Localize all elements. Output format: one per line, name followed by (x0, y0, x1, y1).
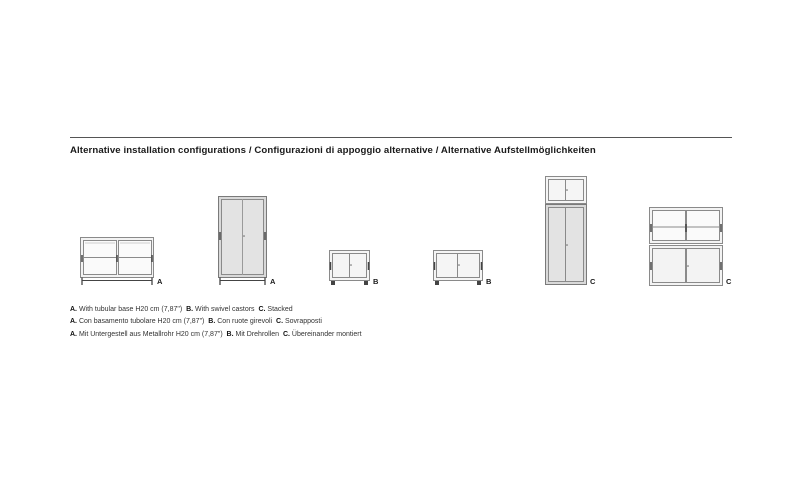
page-title: Alternative installation configurations / Configurazioni di appoggio alternative / Alternative Aufstellmöglichkeiten (70, 145, 596, 156)
figure-label-b-1: B (373, 277, 379, 286)
figure-tall-cabinet-tubular-base (219, 197, 267, 286)
figure-sideboard-castors (434, 251, 483, 286)
legend-line-de: A. Mit Untergestell aus Metallrohr H20 cm (7,87") B. Mit Drehrollen C. Übereinander montiert (70, 331, 362, 338)
legend-line-it: A. Con basamento tubolare H20 cm (7,87") B. Con ruote girevoli C. Sovrapposti (70, 318, 322, 325)
figure-stacked-wide (650, 208, 723, 286)
figure-label-a-1: A (157, 277, 163, 286)
figure-label-c-2: C (726, 277, 732, 286)
figure-label-a-2: A (270, 277, 276, 286)
legend-line-en: A. With tubular base H20 cm (7,87") B. With swivel castors C. Stacked (70, 306, 293, 313)
figure-stacked-tall (546, 177, 587, 285)
figure-low-cabinet-castors (330, 251, 370, 286)
figure-label-b-2: B (486, 277, 492, 286)
figure-label-c-1: C (590, 277, 596, 286)
figure-sideboard-tubular-base (81, 238, 154, 286)
